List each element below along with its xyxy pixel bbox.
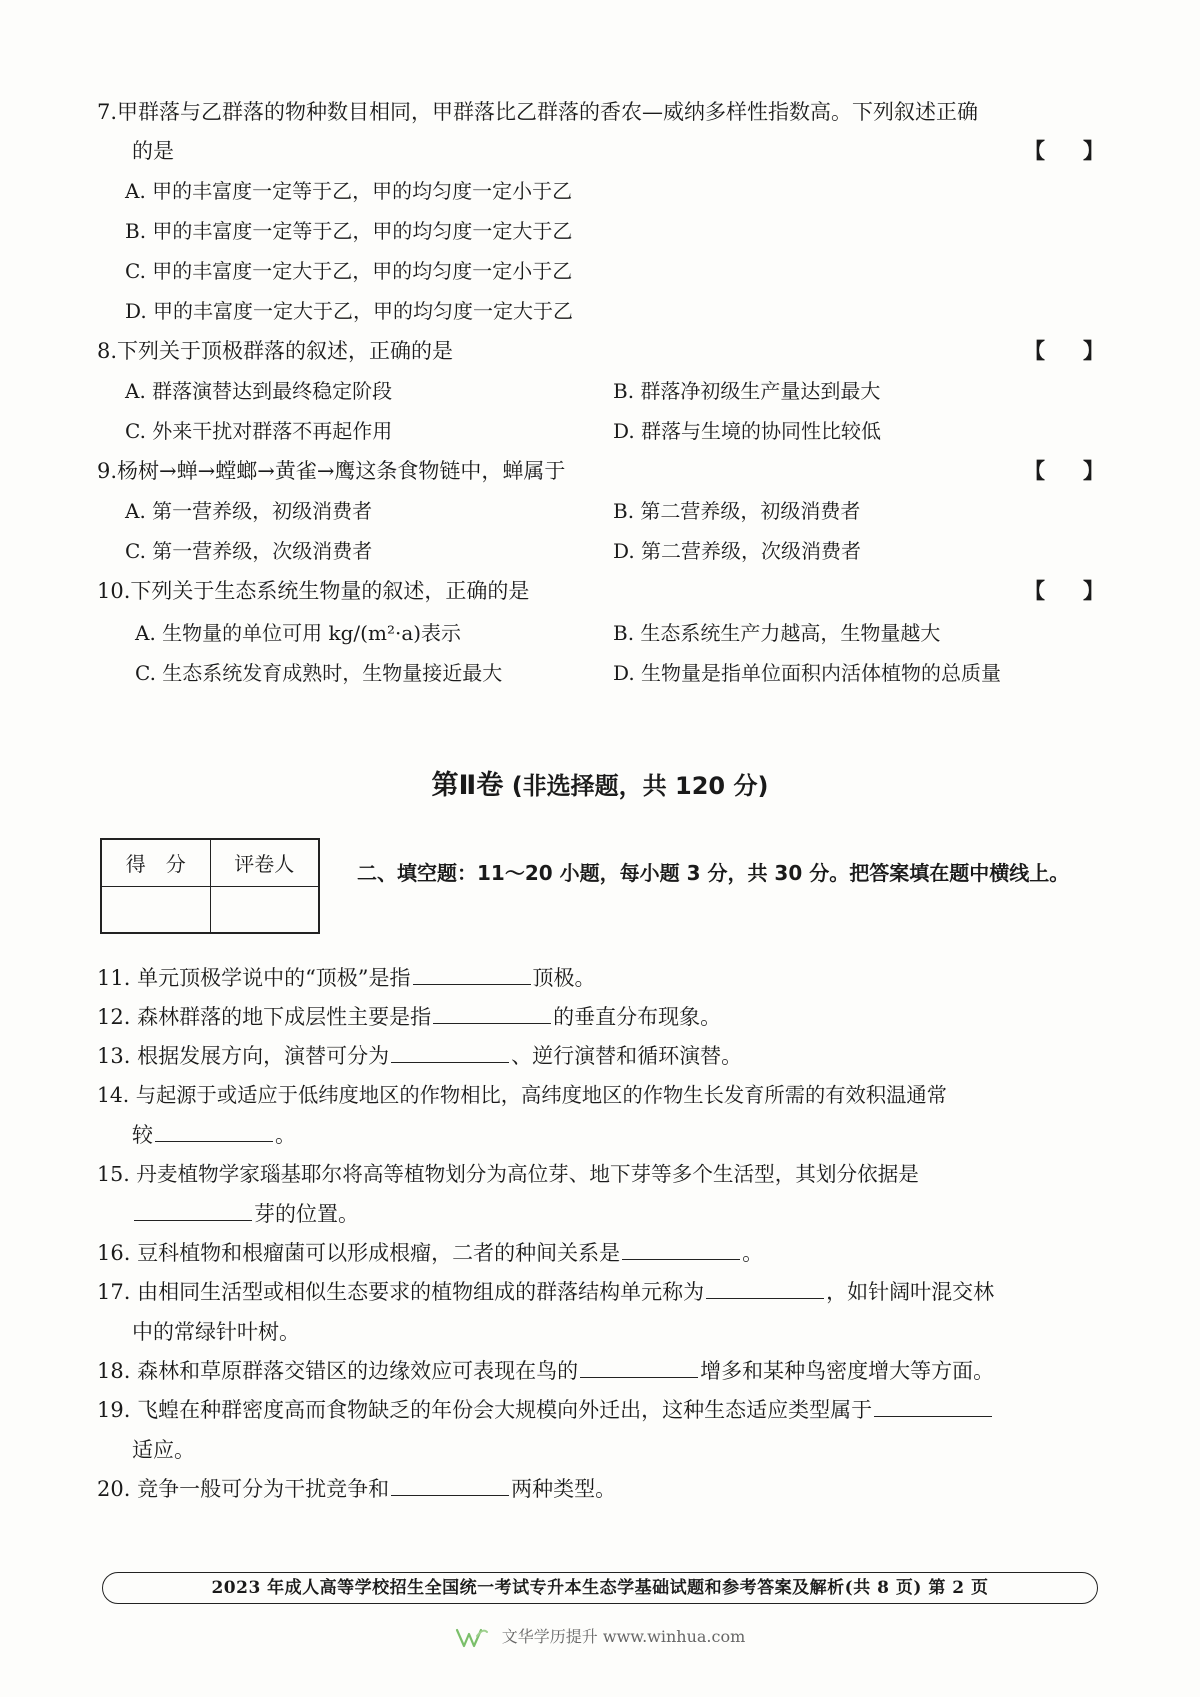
q10-option-b: B. 生态系统生产力越高，生物量越大 <box>613 621 941 645</box>
q13: 13. 根据发展方向，演替可分为 、逆行演替和循环演替。 <box>97 1036 1104 1076</box>
q9-option-d: D. 第二营养级，次级消费者 <box>613 539 862 563</box>
q11: 11. 单元顶极学说中的“顶极”是指 顶极。 <box>97 958 1104 998</box>
q19-line2: 适应。 <box>132 1438 195 1462</box>
page-footer: 2023 年成人高等学校招生全国统一考试专升本生态学基础试题和参考答案及解析(共 8 页) 第 2 页 <box>102 1572 1098 1604</box>
q7-option-b: B. 甲的丰富度一定等于乙，甲的均匀度一定大于乙 <box>125 219 573 243</box>
q11-blank[interactable] <box>413 960 531 985</box>
section-2-title: 第Ⅱ卷 <box>431 770 504 801</box>
q8-option-b: B. 群落净初级生产量达到最大 <box>613 379 881 403</box>
q7-stem-line1: 7.甲群落与乙群落的物种数目相同，甲群落比乙群落的香农—威纳多样性指数高。下列叙述正确 <box>97 100 979 124</box>
q7-option-a: A. 甲的丰富度一定等于乙，甲的均匀度一定小于乙 <box>125 179 573 203</box>
q8-stem: 8.下列关于顶极群落的叙述，正确的是 <box>97 339 454 363</box>
q15-blank[interactable] <box>134 1196 252 1221</box>
q9-option-b: B. 第二营养级，初级消费者 <box>613 499 861 523</box>
q14-blank[interactable] <box>155 1117 273 1142</box>
q10-option-a: A. 生物量的单位可用 kg/(m²·a)表示 <box>135 621 462 645</box>
grader-header: 评卷人 <box>210 839 319 886</box>
q7-option-d: D. 甲的丰富度一定大于乙，甲的均匀度一定大于乙 <box>125 299 574 323</box>
q9-stem: 9.杨树→蝉→螳螂→黄雀→鹰这条食物链中，蝉属于 <box>97 459 566 483</box>
q13-blank[interactable] <box>391 1038 509 1063</box>
q17-line2: 中的常绿针叶树。 <box>132 1320 300 1344</box>
q7-stem-line2: 的是 <box>132 139 174 163</box>
q15-line1: 15. 丹麦植物学家瑙基耶尔将高等植物划分为高位芽、地下芽等多个生活型，其划分依据是 <box>97 1162 919 1186</box>
q16: 16. 豆科植物和根瘤菌可以形成根瘤，二者的种间关系是 。 <box>97 1233 1104 1273</box>
q14-line2: 较 。 <box>132 1115 1104 1155</box>
q20-blank[interactable] <box>391 1471 509 1496</box>
q8-option-d: D. 群落与生境的协同性比较低 <box>613 419 882 443</box>
q18: 18. 森林和草原群落交错区的边缘效应可表现在鸟的 增多和某种鸟密度增大等方面。 <box>97 1351 1104 1391</box>
q20: 20. 竞争一般可分为干扰竞争和 两种类型。 <box>97 1469 1104 1509</box>
score-table <box>100 838 320 934</box>
q8-option-c: C. 外来干扰对群落不再起作用 <box>125 419 393 443</box>
q19-blank[interactable] <box>874 1392 992 1417</box>
q8-option-a: A. 群落演替达到最终稳定阶段 <box>125 379 393 403</box>
watermark <box>0 1622 1200 1652</box>
watermark-text: 文华学历提升 www.winhua.com <box>501 1627 746 1646</box>
q14-line1: 14. 与起源于或适应于低纬度地区的作物相比，高纬度地区的作物生长发育所需的有效积温通常 <box>97 1083 947 1107</box>
q16-blank[interactable] <box>622 1235 740 1260</box>
q10-stem: 10.下列关于生态系统生物量的叙述，正确的是 <box>97 579 530 603</box>
q10-option-d: D. 生物量是指单位面积内活体植物的总质量 <box>613 661 1002 685</box>
q7-answer-bracket: 【 】 <box>1024 138 1104 163</box>
q17-blank[interactable] <box>706 1274 824 1299</box>
q9-option-c: C. 第一营养级，次级消费者 <box>125 539 373 563</box>
q12-blank[interactable] <box>433 999 551 1024</box>
q18-blank[interactable] <box>580 1353 698 1378</box>
score-cell[interactable] <box>101 886 210 933</box>
q9-option-a: A. 第一营养级，初级消费者 <box>125 499 373 523</box>
q17-line1: 17. 由相同生活型或相似生态要求的植物组成的群落结构单元称为 ，如针阔叶混交林 <box>97 1272 1104 1312</box>
section-2-heading <box>0 768 1200 804</box>
q10-answer-bracket: 【 】 <box>1024 578 1104 603</box>
q15-line2: 芽的位置。 <box>132 1194 1104 1234</box>
q12: 12. 森林群落的地下成层性主要是指 的垂直分布现象。 <box>97 997 1104 1037</box>
q8-answer-bracket: 【 】 <box>1024 338 1104 363</box>
section-2-subtitle: (非选择题，共 120 分) <box>511 772 769 800</box>
grader-cell[interactable] <box>210 886 319 933</box>
fill-in-instructions: 二、填空题：11～20 小题，每小题 3 分，共 30 分。把答案填在题中横线上。 <box>357 861 1070 885</box>
q19-line1: 19. 飞蝗在种群密度高而食物缺乏的年份会大规模向外迁出，这种生态适应类型属于 <box>97 1390 1104 1430</box>
q9-answer-bracket: 【 】 <box>1024 458 1104 483</box>
q7-option-c: C. 甲的丰富度一定大于乙，甲的均匀度一定小于乙 <box>125 259 573 283</box>
winhua-logo-icon <box>455 1626 489 1650</box>
q10-option-c: C. 生态系统发育成熟时，生物量接近最大 <box>135 661 503 685</box>
score-header: 得 分 <box>101 839 210 886</box>
